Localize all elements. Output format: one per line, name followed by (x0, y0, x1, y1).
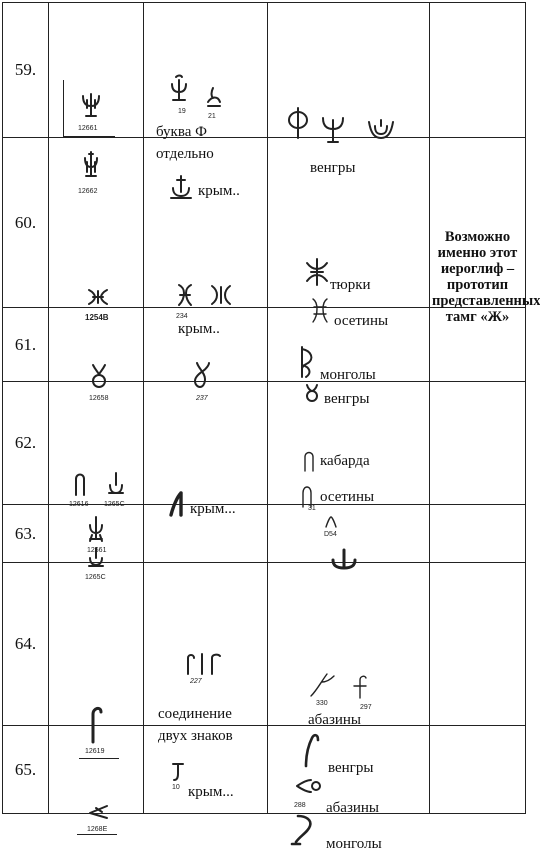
hieroglyph-cell (49, 382, 144, 554)
abaza-sign (350, 674, 368, 700)
crimea-label: крым.. (198, 183, 240, 199)
other-peoples-cell (268, 726, 430, 852)
people-label: монголы (326, 835, 382, 852)
hieroglyph-code: 12616 (69, 501, 89, 508)
hieroglyph-code: 1265C (104, 501, 125, 508)
crimea-sign (168, 74, 190, 104)
hieroglyph-cell (49, 138, 144, 322)
people-label: абазины (326, 799, 380, 816)
mongol-sign (296, 345, 318, 379)
table-row (3, 3, 526, 138)
people-label: кабарда (320, 453, 370, 469)
remark-cell (430, 563, 526, 726)
table-row (3, 308, 526, 382)
crimea-note: отдельно (156, 146, 214, 162)
crimea-code: 237 (196, 394, 208, 402)
row-number: 64. (3, 563, 49, 726)
hieroglyph-code: 1254B (85, 312, 109, 322)
people-label: венгры (310, 160, 356, 176)
row-number: 60. (3, 138, 49, 308)
crimea-note: соединение (158, 706, 232, 722)
mongol-sign (288, 814, 322, 848)
hieroglyph-cell (49, 308, 144, 402)
abaza-code: 330 (316, 700, 328, 707)
hieroglyph-sign (79, 92, 103, 118)
people-label: осетины (320, 489, 375, 505)
other-peoples-cell (268, 563, 430, 776)
crimea-code: 19 (178, 108, 186, 115)
hieroglyph-cell (49, 3, 144, 195)
crimea-cell (144, 726, 268, 814)
crimea-cell (144, 3, 268, 199)
crimea-note: двух знаков (158, 728, 233, 744)
hieroglyph-code: 12658 (89, 394, 109, 402)
crimea-cell (144, 382, 268, 517)
remark-cell (430, 505, 526, 563)
hieroglyph-code: 12662 (78, 188, 98, 195)
other-peoples-cell (268, 138, 430, 329)
hungarian-sign (286, 106, 310, 140)
crimea-code: 234 (176, 312, 188, 320)
row-number: 62. (3, 382, 49, 505)
hieroglyph-cell (49, 726, 144, 833)
hieroglyph-sign (107, 471, 125, 495)
abaza-code: 297 (360, 704, 372, 711)
other-peoples-cell (268, 505, 430, 563)
abaza-code: 288 (294, 801, 306, 809)
crimea-sign (202, 82, 224, 108)
hieroglyph-code: 12661 (78, 125, 98, 132)
people-label: абазины (308, 712, 362, 728)
hieroglyph-sign (85, 287, 111, 307)
table-row (3, 505, 526, 563)
crimea-cell (144, 308, 268, 402)
remark-cell (430, 382, 526, 505)
people-label: осетины (334, 312, 389, 329)
remark-cell (430, 308, 526, 382)
abaza-sign (294, 776, 322, 796)
abaza-sign (308, 670, 336, 698)
crimea-label: крым... (190, 501, 236, 517)
crimea-sign (174, 281, 196, 309)
hieroglyph-sign (87, 804, 109, 820)
people-label: венгры (324, 390, 370, 407)
row-number: 65. (3, 726, 49, 814)
hieroglyph-code: 12661 (87, 547, 107, 554)
people-label: венгры (328, 760, 374, 776)
table-row (3, 382, 526, 505)
hieroglyph-code: 1265C (85, 573, 106, 581)
crimea-sign (206, 283, 236, 307)
row-number: 63. (3, 505, 49, 563)
hieroglyph-cell (49, 505, 144, 581)
crimea-code: 227 (190, 678, 202, 685)
table-row (3, 138, 526, 308)
hieroglyph-code: 12619 (85, 748, 105, 755)
hieroglyph-cell (49, 563, 144, 755)
other-peoples-cell (268, 308, 430, 407)
people-label: тюрки (330, 276, 371, 293)
table-row (3, 563, 526, 726)
crimea-label: крым... (188, 784, 234, 800)
other-peoples-cell (268, 3, 430, 176)
remark-cell: Возможно именно этот иероглиф – прототип представленных тамг «Ж» (430, 138, 526, 308)
crimea-code: 21 (208, 113, 216, 120)
crimea-cell (144, 505, 268, 563)
table-row (3, 726, 526, 814)
remark-cell (430, 3, 526, 138)
turkic-sign (304, 257, 330, 287)
row-number: 61. (3, 308, 49, 382)
crimea-code: 10 (172, 784, 180, 791)
d54-code: D54 (324, 531, 337, 538)
hieroglyph-code: 1268E (87, 825, 108, 833)
people-label: монголы (320, 366, 376, 383)
crimea-cell (144, 138, 268, 337)
row-number: 59. (3, 3, 49, 138)
crimea-label: крым.. (178, 320, 220, 337)
tamga-table (2, 2, 540, 852)
ossetian-code: 31 (308, 505, 316, 512)
crimea-note: буква Ф (156, 124, 207, 140)
crimea-sign (184, 652, 228, 676)
hieroglyph-sign (73, 471, 87, 497)
crimea-cell (144, 563, 268, 800)
remark-cell (430, 726, 526, 814)
other-peoples-cell (268, 382, 430, 538)
kabarda-sign (302, 447, 316, 473)
